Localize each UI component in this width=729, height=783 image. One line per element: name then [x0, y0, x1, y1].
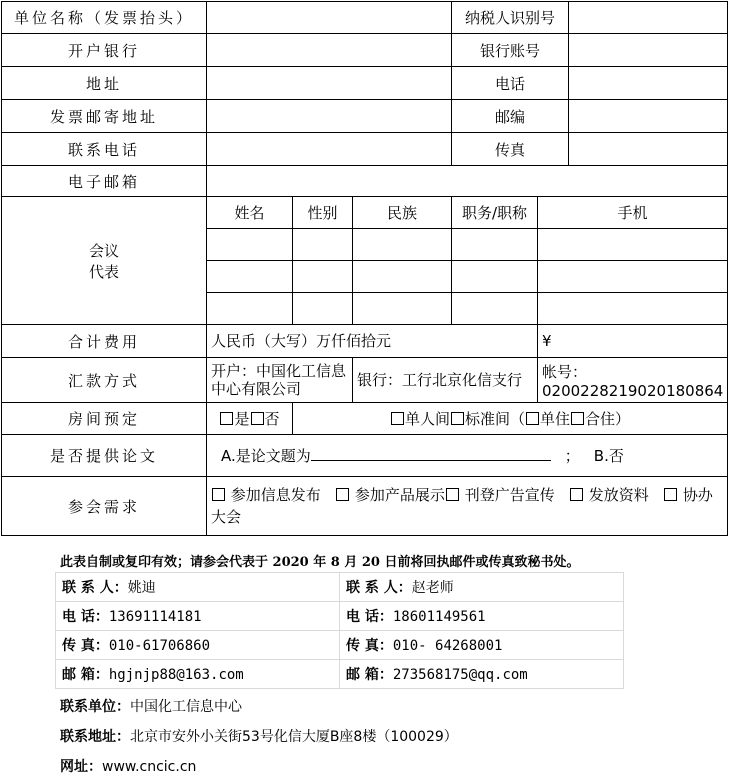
- col-header-ethnicity: 民族: [353, 197, 452, 229]
- room-yes-label: 是: [234, 410, 250, 428]
- need-advertise: 刊登广告宣传: [464, 486, 555, 504]
- contact-label: 电 话：: [346, 609, 393, 625]
- contact-right: [340, 573, 624, 602]
- room-yes-checkbox[interactable]: [220, 412, 233, 425]
- need-product-show: 参加产品展示: [354, 486, 445, 504]
- room-shared-label: 合住）: [585, 410, 631, 428]
- contact-label: 传 真：: [346, 638, 393, 654]
- needs-label: 参会需求: [2, 477, 207, 536]
- contact-email[interactable]: hgjnjp88@163.com: [108, 667, 244, 683]
- footer-unit-label: 联系单位：: [60, 699, 130, 715]
- need-info-release: 参加信息发布: [230, 486, 321, 504]
- room-standard-checkbox[interactable]: [451, 412, 464, 425]
- col-header-mobile: 手机: [538, 197, 728, 229]
- room-single-label: 单人间: [404, 410, 450, 428]
- remittance-label: 汇款方式: [2, 358, 207, 403]
- footer-address-label: 联系地址：: [60, 729, 130, 745]
- paper-separator: ；: [564, 447, 580, 465]
- contact-label: 电 话：: [62, 609, 109, 625]
- footer-web: [60, 756, 196, 776]
- need-checkbox[interactable]: [336, 488, 349, 501]
- room-single-checkbox[interactable]: [391, 412, 404, 425]
- delegate-cell[interactable]: [207, 293, 293, 325]
- room-standard-label: 标准间（: [464, 410, 525, 428]
- delegate-cell[interactable]: [207, 261, 293, 293]
- room-no-label: 否: [264, 410, 280, 428]
- unit-name-label: 单位名称（发票抬头）: [2, 2, 207, 34]
- delegate-cell[interactable]: [207, 229, 293, 261]
- room-yes-no: [207, 403, 293, 435]
- delegate-cell[interactable]: [538, 229, 728, 261]
- need-checkbox[interactable]: [570, 488, 583, 501]
- phone-label: 电话: [452, 67, 569, 100]
- paper-options: [207, 435, 728, 477]
- contact-right: [340, 602, 624, 631]
- remittance-payee: 开户：中国化工信息中心有限公司: [207, 358, 353, 403]
- contact-value: 姚迪: [127, 580, 156, 596]
- need-co-organize: 协办大会: [211, 486, 713, 526]
- paper-title-field[interactable]: [311, 446, 551, 461]
- need-checkbox[interactable]: [446, 488, 459, 501]
- contact-phone-field[interactable]: [207, 133, 452, 166]
- needs-options: [207, 477, 728, 536]
- contact-label: 邮 箱：: [62, 667, 109, 683]
- fax-field[interactable]: [569, 133, 728, 166]
- total-fee-label: 合计费用: [2, 325, 207, 358]
- contact-email[interactable]: 273568175@qq.com: [392, 667, 528, 683]
- room-label: 房间预定: [2, 403, 207, 435]
- contact-phone-label: 联系电话: [2, 133, 207, 166]
- delegate-cell[interactable]: [353, 261, 452, 293]
- contact-value: 赵老师: [411, 580, 454, 596]
- delegate-cell[interactable]: [538, 293, 728, 325]
- contact-right: [340, 631, 624, 660]
- room-single-occ-label: 单住: [540, 410, 571, 428]
- footer-address-value: 北京市安外小关街53号化信大厦B座8楼（100029）: [130, 729, 458, 745]
- remittance-account: 帐号：0200228219020180864: [538, 358, 728, 403]
- invoice-address-label: 发票邮寄地址: [2, 100, 207, 133]
- paper-option-a[interactable]: A.是论文题为: [221, 447, 311, 465]
- invoice-address-field[interactable]: [207, 100, 452, 133]
- delegates-label: [2, 197, 207, 325]
- col-header-title: 职务/职称: [452, 197, 538, 229]
- address-label: 地址: [2, 67, 207, 100]
- delegate-cell[interactable]: [538, 261, 728, 293]
- paper-label: 是否提供论文: [2, 435, 207, 477]
- postcode-field[interactable]: [569, 100, 728, 133]
- contact-value: 010- 64268001: [392, 638, 503, 654]
- footer-address: [60, 726, 458, 746]
- col-header-gender: 性别: [293, 197, 353, 229]
- total-fee-text[interactable]: 人民币（大写）万仟佰拾元: [207, 325, 538, 358]
- delegate-cell[interactable]: [452, 293, 538, 325]
- contact-left: [56, 573, 340, 602]
- email-label: 电子邮箱: [2, 166, 207, 197]
- bank-field[interactable]: [207, 34, 452, 67]
- fax-label: 传真: [452, 133, 569, 166]
- room-type: [293, 403, 728, 435]
- contact-label: 传 真：: [62, 638, 109, 654]
- need-materials: 发放资料: [588, 486, 649, 504]
- remittance-bank: 银行：工行北京化信支行: [353, 358, 538, 403]
- contact-value: 13691114181: [108, 609, 202, 625]
- delegate-cell[interactable]: [452, 229, 538, 261]
- col-header-name: 姓名: [207, 197, 293, 229]
- bank-account-field[interactable]: [569, 34, 728, 67]
- footer-unit: [60, 696, 242, 716]
- contact-value: 010-61706860: [108, 638, 211, 654]
- delegate-cell[interactable]: [353, 229, 452, 261]
- footer-unit-value: 中国化工信息中心: [130, 699, 242, 715]
- contact-table: [55, 572, 624, 689]
- total-fee-currency[interactable]: ¥: [538, 325, 728, 358]
- delegate-cell[interactable]: [293, 261, 353, 293]
- postcode-label: 邮编: [452, 100, 569, 133]
- delegate-cell[interactable]: [353, 293, 452, 325]
- notice-text: 此表自制或复印有效；请参会代表于 2020 年 8 月 20 日前将回执邮件或传真致秘书处。: [60, 555, 580, 570]
- contact-value: 18601149561: [392, 609, 486, 625]
- delegate-cell[interactable]: [452, 261, 538, 293]
- email-field[interactable]: [207, 166, 728, 197]
- room-single-occ-checkbox[interactable]: [526, 412, 539, 425]
- bank-label: 开户银行: [2, 34, 207, 67]
- contact-left: [56, 631, 340, 660]
- contact-label: 联 系 人：: [62, 580, 128, 596]
- delegate-cell[interactable]: [293, 293, 353, 325]
- taxpayer-id-field[interactable]: [569, 2, 728, 34]
- bank-account-label: 银行账号: [452, 34, 569, 67]
- room-no-checkbox[interactable]: [251, 412, 264, 425]
- contact-label: 联 系 人：: [346, 580, 412, 596]
- delegate-cell[interactable]: [293, 229, 353, 261]
- footer-web-link[interactable]: www.cncic.cn: [102, 759, 197, 775]
- taxpayer-id-label: 纳税人识别号: [452, 2, 569, 34]
- delegates-label-line2: 代表: [88, 262, 119, 281]
- paper-option-b[interactable]: B.否: [593, 447, 624, 465]
- need-checkbox[interactable]: [212, 488, 225, 501]
- phone-field[interactable]: [569, 67, 728, 100]
- delegates-label-line1: 会议: [88, 241, 119, 260]
- contact-label: 邮 箱：: [346, 667, 393, 683]
- unit-name-field[interactable]: [207, 2, 452, 34]
- contact-left: [56, 660, 340, 689]
- registration-form: [1, 1, 728, 536]
- room-shared-checkbox[interactable]: [571, 412, 584, 425]
- contact-right: [340, 660, 624, 689]
- contact-left: [56, 602, 340, 631]
- footer-web-label: 网址：: [60, 759, 102, 775]
- need-checkbox[interactable]: [664, 488, 677, 501]
- address-field[interactable]: [207, 67, 452, 100]
